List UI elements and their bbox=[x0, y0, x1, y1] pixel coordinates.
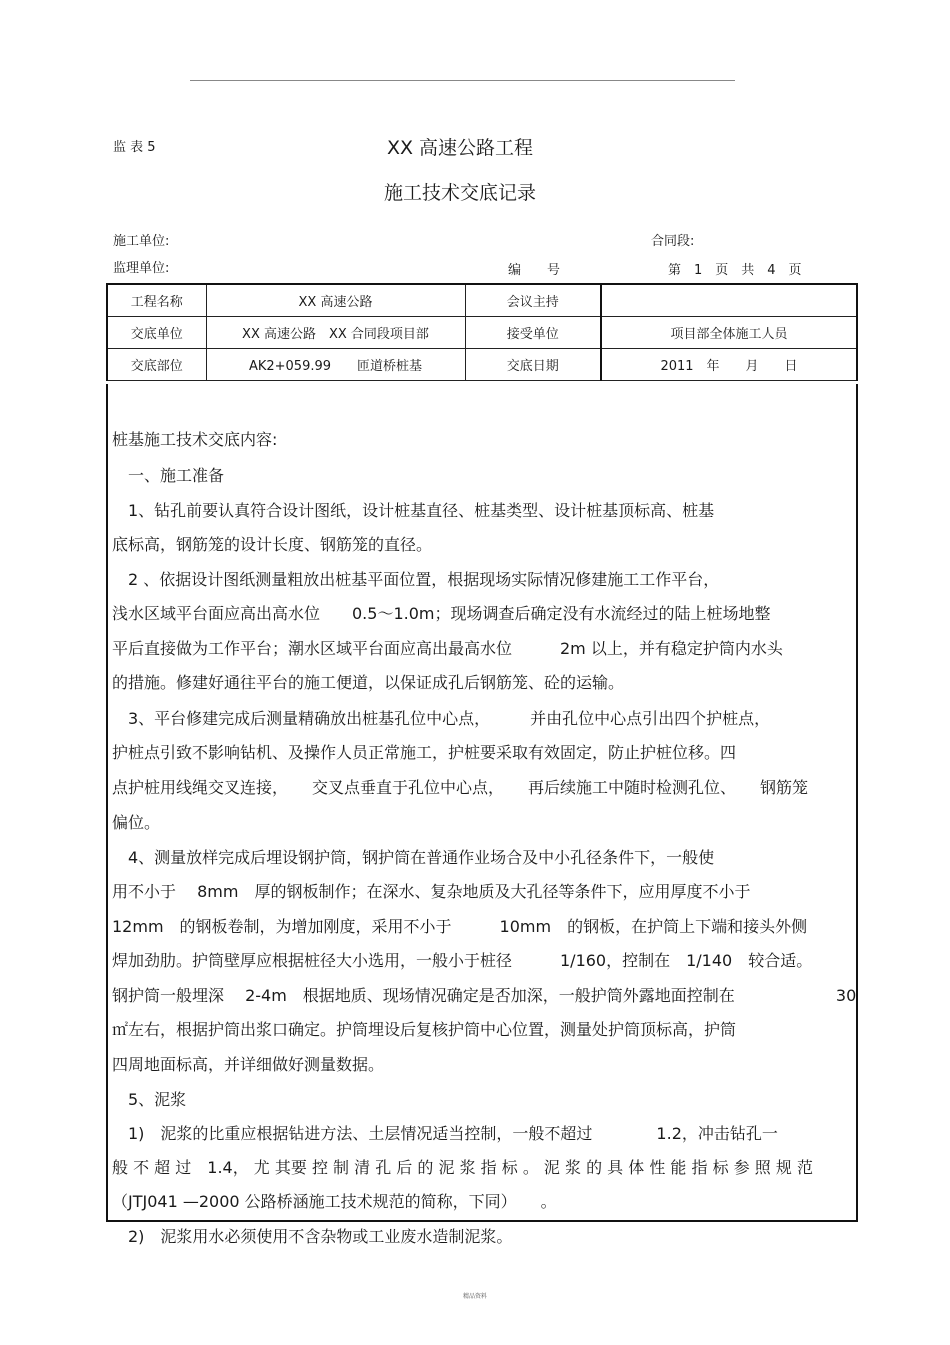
content-line: 焊加劲肋。护筒壁厚应根据桩径大小选用，一般小于桩径 1/160，控制在 1/140 较合适。 bbox=[112, 951, 813, 970]
content-line: 一、施工准备 bbox=[112, 466, 225, 485]
content-line: 用不小于 8mm 厚的钢板制作；在深水、复杂地质及大孔径等条件下，应用厚度不小于 bbox=[112, 882, 751, 901]
content-line: 4、测量放样完成后埋设钢护筒，钢护筒在普通作业场合及中小孔径条件下，一般使 bbox=[112, 848, 715, 867]
table-cell: 工程名称 bbox=[107, 284, 206, 317]
table-cell: XX 高速公路 bbox=[206, 284, 465, 317]
content-line: 钢护筒一般埋深 2-4m 根据地质、现场情况确定是否加深，一般护筒外露地面控制在 30 bbox=[112, 986, 857, 1005]
content-line: 5、泥浆 bbox=[112, 1090, 187, 1109]
table-cell bbox=[601, 284, 857, 317]
content-line: 2) 泥浆用水必须使用不含杂物或工业废水造制泥浆。 bbox=[112, 1227, 513, 1246]
serial-number-label: 编 号 bbox=[508, 263, 561, 278]
table-row bbox=[107, 317, 857, 349]
table-cell: 会议主持 bbox=[465, 284, 601, 317]
content-line: 12mm 的钢板卷制，为增加刚度，采用不小于 10mm 的钢板，在护筒上下端和接头外侧 bbox=[112, 917, 808, 936]
content-line: 浅水区域平台面应高出高水位 0.5～1.0m；现场调查后确定没有水流经过的陆上桩场地整 bbox=[112, 604, 771, 623]
content-line: 3、平台修建完成后测量精确放出桩基孔位中心点， 并由孔位中心点引出四个护桩点， bbox=[112, 709, 771, 728]
content-line: 偏位。 bbox=[112, 813, 161, 832]
content-line: 平后直接做为工作平台；潮水区域平台面应高出最高水位 2m 以上，并有稳定护筒内水头 bbox=[112, 639, 783, 658]
table-row bbox=[107, 349, 857, 381]
content-line: 桩基施工技术交底内容: bbox=[112, 430, 278, 449]
table-cell: 交底单位 bbox=[107, 317, 206, 349]
document-title-text: XX 高速公路工程 bbox=[386, 137, 534, 159]
content-line: 1、钻孔前要认真符合设计图纸，设计桩基直径、桩基类型、设计桩基顶标高、桩基 bbox=[112, 501, 715, 520]
content-line: 四周地面标高，并详细做好测量数据。 bbox=[112, 1055, 385, 1074]
construction-unit-label: 施工单位: bbox=[113, 234, 170, 249]
project-info-table bbox=[106, 283, 858, 381]
content-line: 点护桩用线绳交叉连接， 交叉点垂直于孔位中心点， 再后续施工中随时检测孔位、 钢筋笼 bbox=[112, 778, 809, 797]
document-title bbox=[0, 133, 950, 160]
table-cell: 2011 年 月 日 bbox=[601, 349, 857, 381]
form-number: 监 表 5 bbox=[113, 140, 156, 155]
content-line: （JTJ041 —2000 公路桥涵施工技术规范的简称，下同） 。 bbox=[112, 1192, 557, 1211]
contract-section-label: 合同段: bbox=[651, 234, 695, 249]
content-line: 2 、依据设计图纸测量粗放出桩基平面位置，根据现场实际情况修建施工工作平台， bbox=[112, 570, 720, 589]
footer-note: 精品资料 bbox=[462, 1293, 487, 1300]
page-info: 第 1 页 共 4 页 bbox=[668, 263, 802, 278]
supervision-unit-label: 监理单位: bbox=[113, 261, 170, 276]
content-line: 护桩点引致不影响钻机、及操作人员正常施工，护桩要采取有效固定，防止护桩位移。四 bbox=[112, 743, 737, 762]
table-cell: XX 高速公路 XX 合同段项目部 bbox=[206, 317, 465, 349]
content-line: 1) 泥浆的比重应根据钻进方法、土层情况适当控制，一般不超过 1.2，冲击钻孔一 bbox=[112, 1124, 778, 1143]
content-line: 般 不 超 过 1.4， 尤 其要 控 制 清 孔 后 的 泥 浆 指 标 。 泥 浆 的 具 体 性 能 指 标 参 照 规 范 bbox=[112, 1158, 813, 1177]
table-cell: 项目部全体施工人员 bbox=[601, 317, 857, 349]
table-row bbox=[107, 284, 857, 317]
table-cell: 接受单位 bbox=[465, 317, 601, 349]
table-cell: 交底日期 bbox=[465, 349, 601, 381]
content-line: 底标高，钢筋笼的设计长度、钢筋笼的直径。 bbox=[112, 535, 433, 554]
document-subtitle-text: 施工技术交底记录 bbox=[383, 182, 536, 204]
content-line: ㎡左右，根据护筒出浆口确定。护筒埋设后复核护筒中心位置，测量处护筒顶标高，护筒 bbox=[112, 1020, 737, 1039]
header-rule bbox=[190, 80, 735, 81]
table-cell: AK2+059.99 匝道桥桩基 bbox=[206, 349, 465, 381]
content-line: 的措施。修建好通往平台的施工便道，以保证成孔后钢筋笼、砼的运输。 bbox=[112, 673, 625, 692]
document-subtitle bbox=[0, 178, 950, 205]
table-cell: 交底部位 bbox=[107, 349, 206, 381]
